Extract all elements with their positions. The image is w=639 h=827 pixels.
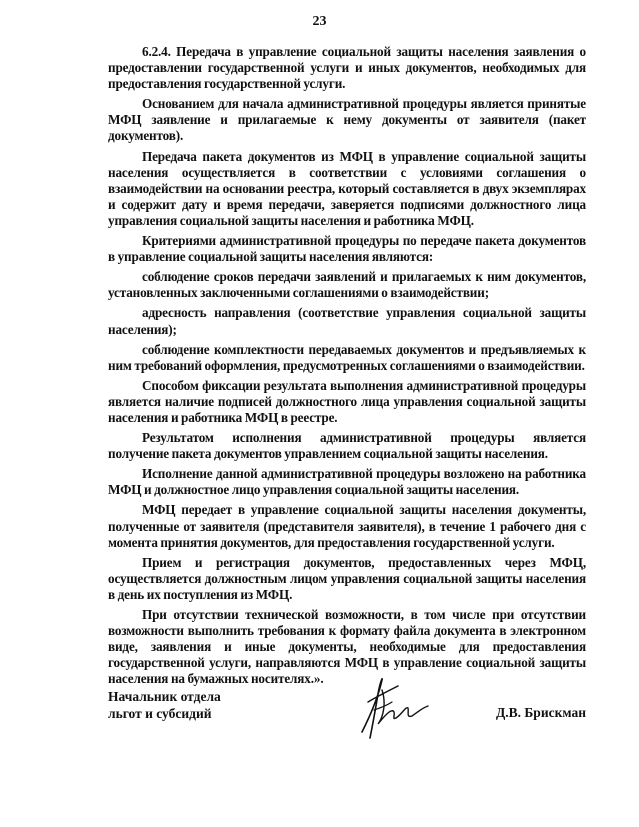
paragraph-6-2-4-heading: 6.2.4. Передача в управление социальной защиты населения заявления о предоставлении государственной услуги и иных документов, необходимых для предоставления государственной услуги. (108, 44, 586, 92)
paragraph-executors: Исполнение данной административной процедуры возложено на работника МФЦ и должностное лицо управления социальной защиты населения. (108, 466, 586, 498)
signer-position (108, 688, 221, 722)
signer-name: Д.В. Брискман (495, 705, 586, 720)
paragraph-result: Результатом исполнения административной процедуры является получение пакета документов управлением социальной защиты населения. (108, 430, 586, 462)
paragraph-basis: Основанием для начала административной процедуры является принятые МФЦ заявление и прилагаемые к нему документы от заявителя (пакет документов). (108, 96, 586, 144)
paragraph-fixation-method: Способом фиксации результата выполнения административной процедуры является наличие подписей должностного лица управления социальной защиты населения и работника МФЦ в реестре. (108, 377, 586, 425)
paragraph-criterion-deadlines: соблюдение сроков передачи заявлений и прилагаемых к ним документов, установленных заключенными соглашениями о взаимодействии; (108, 269, 586, 301)
page-number: 23 (312, 14, 327, 29)
paragraph-criteria-intro: Критериями административной процедуры по передаче пакета документов в управление социальной защиты населения являются: (108, 233, 586, 265)
paragraph-registration: Прием и регистрация документов, предоставленных через МФЦ, осуществляется должностным лицом управления социальной защиты населения в день их поступления из МФЦ. (108, 554, 586, 602)
paragraph-mfc-transfer-deadline: МФЦ передает в управление социальной защиты населения документы, полученные от заявителя (представителя заявителя), в течение 1 рабочего дня с момента принятия документов, для предоставления государственной услуги. (108, 502, 586, 550)
signer-position-line1: Начальник отдела (108, 689, 221, 704)
paragraph-criterion-addressing: адресность направления (соответствие управления социальной защиты населения); (108, 305, 586, 337)
signer-position-line2: льгот и субсидий (108, 706, 212, 721)
signature-block (108, 688, 586, 738)
paragraph-transfer: Передача пакета документов из МФЦ в управление социальной защиты населения осуществляется в соответствии с условиями соглашения о взаимодействии на основании реестра, который составляется в двух экземплярах и содержит дату и время передачи, заверяется подписями должностного лица управления социальной защиты населения и работника МФЦ. (108, 148, 586, 228)
paragraph-criterion-completeness: соблюдение комплектности передаваемых документов и предъявляемых к ним требований оформления, предусмотренных соглашениями о взаимодействии. (108, 341, 586, 373)
document-body (108, 44, 586, 691)
handwritten-signature-icon (348, 672, 438, 744)
paragraph-paper-fallback: При отсутствии технической возможности, в том числе при отсутствии возможности выполнить требования к формату файла документа в электронном виде, заявления и иные документы, необходимые для предоставления государственной услуги, направляются МФЦ в управление социальной защиты населения на бумажных носителях.». (108, 607, 586, 687)
